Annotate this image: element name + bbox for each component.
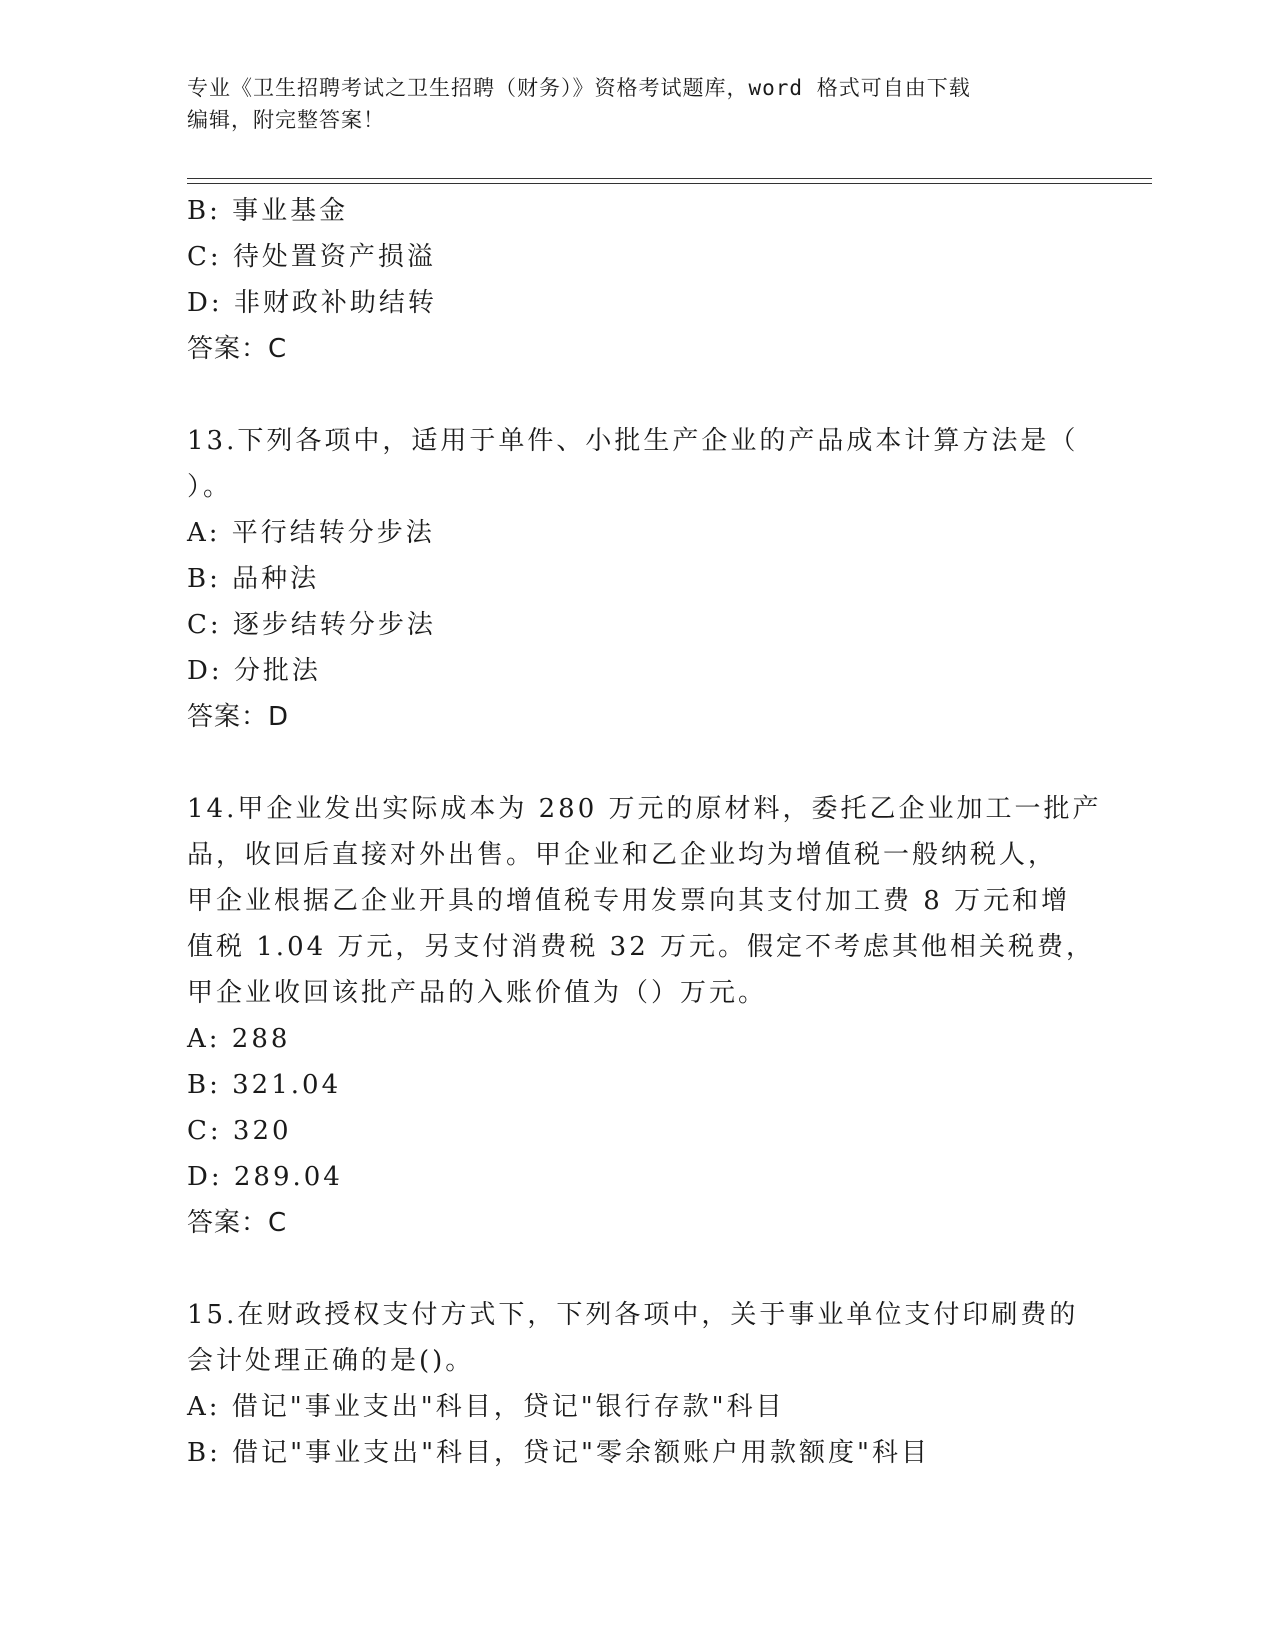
question-text-line: 15.在财政授权支付方式下，下列各项中，关于事业单位支付印刷费的 <box>187 1300 1079 1330</box>
header-line-1: 专业《卫生招聘考试之卫生招聘（财务）》资格考试题库，word 格式可自由下载 <box>187 76 971 100</box>
header-divider <box>187 178 1152 184</box>
question-text-line: 值税 1.04 万元，另支付消费税 32 万元。假定不考虑其他相关税费， <box>187 932 1096 962</box>
option-c: C: 逐步结转分步法 <box>187 610 436 640</box>
option-b: B: 借记"事业支出"科目，贷记"零余额账户用款额度"科目 <box>187 1438 930 1468</box>
question-text-line: 13.下列各项中，适用于单件、小批生产企业的产品成本计算方法是（ <box>187 426 1079 456</box>
question-text-line: ）。 <box>187 472 233 502</box>
question-list <box>187 188 1102 1476</box>
question-14 <box>187 786 1102 1246</box>
answer: 答案：C <box>187 1208 288 1238</box>
option-c: C: 待处置资产损溢 <box>187 242 436 272</box>
question-13 <box>187 418 1087 740</box>
option-d: D: 分批法 <box>187 656 321 686</box>
option-d: D: 非财政补助结转 <box>187 288 437 318</box>
option-a: A: 平行结转分步法 <box>187 518 435 548</box>
answer: 答案：D <box>187 702 290 732</box>
option-a: A: 借记"事业支出"科目，贷记"银行存款"科目 <box>187 1392 785 1422</box>
option-c: C: 320 <box>187 1116 292 1146</box>
option-b: B: 品种法 <box>187 564 320 594</box>
question-12-tail <box>187 188 1087 372</box>
header-line-2: 编辑，附完整答案！ <box>187 108 385 132</box>
question-text-line: 品，收回后直接对外出售。甲企业和乙企业均为增值税一般纳税人， <box>187 840 1058 870</box>
question-text-line: 甲企业根据乙企业开具的增值税专用发票向其支付加工费 8 万元和增 <box>187 886 1071 916</box>
option-b: B: 321.04 <box>187 1070 342 1100</box>
document-header <box>187 72 1067 136</box>
option-a: A: 288 <box>187 1024 291 1054</box>
answer: 答案：C <box>187 334 288 364</box>
question-text-line: 甲企业收回该批产品的入账价值为（）万元。 <box>187 978 768 1008</box>
question-text-line: 14.甲企业发出实际成本为 280 万元的原材料，委托乙企业加工一批产 <box>187 794 1102 824</box>
question-text-line: 会计处理正确的是()。 <box>187 1346 475 1376</box>
question-15 <box>187 1292 1087 1476</box>
option-d: D: 289.04 <box>187 1162 343 1192</box>
option-b: B: 事业基金 <box>187 196 349 226</box>
